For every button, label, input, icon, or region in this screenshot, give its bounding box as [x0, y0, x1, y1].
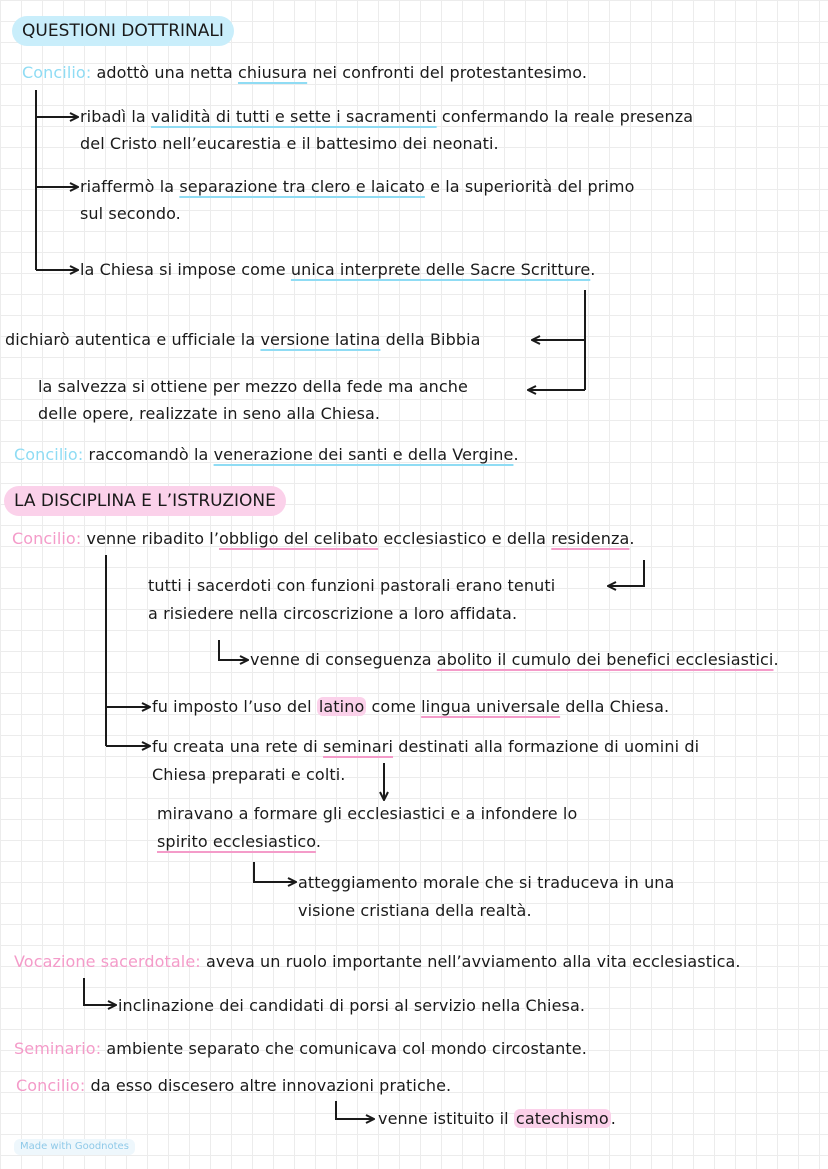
- arrow-c6: [254, 862, 296, 882]
- interprete-line: [80, 256, 595, 283]
- inclinazione-line: inclinazione dei candidati di porsi al servizio nella Chiesa.: [118, 996, 586, 1015]
- cumulo-line: [250, 646, 779, 673]
- arrow-catechismo: [336, 1101, 374, 1119]
- concilio-label: Concilio:: [14, 445, 84, 464]
- underlined-term: lingua universale: [421, 697, 561, 716]
- section-title-disciplina: LA DISCIPLINA E L’ISTRUZIONE: [4, 486, 286, 516]
- underlined-term: abolito il cumulo dei benefici ecclesiastici: [436, 650, 774, 669]
- sacerdoti-line-2: a risiedere nella circoscrizione a loro affidata.: [148, 604, 518, 623]
- seminari-line-2: Chiesa preparati e colti.: [152, 765, 346, 784]
- atteggiamento-line: atteggiamento morale che si traduceva in una: [298, 873, 675, 892]
- arrow-vocazione: [84, 978, 116, 1005]
- text: fu imposto l’uso del: [152, 697, 312, 716]
- underlined-term: residenza: [551, 529, 630, 548]
- underlined-term: venerazione dei santi e della Vergine: [213, 445, 514, 464]
- concilio-chiusura-line: [22, 59, 587, 86]
- concilio-innovazioni-line: [16, 1072, 451, 1099]
- separazione-line: [80, 173, 635, 200]
- underlined-term: validità di tutti e sette i sacramenti: [151, 107, 437, 126]
- seminari-line: [152, 733, 699, 760]
- underlined-term: versione latina: [260, 330, 381, 349]
- text: .: [773, 650, 779, 669]
- text: .: [315, 832, 322, 851]
- underlined-term: separazione tra clero e laicato: [179, 177, 425, 196]
- goodnotes-badge: Made with Goodnotes: [14, 1139, 135, 1155]
- vocazione-label: Vocazione sacerdotale:: [14, 952, 201, 971]
- text: della Bibbia: [385, 330, 481, 349]
- text: .: [590, 260, 596, 279]
- atteggiamento-line-2: visione cristiana della realtà.: [298, 901, 532, 920]
- spirito-line: [157, 828, 321, 855]
- salvezza-line-2: delle opere, realizzate in seno alla Chiesa.: [38, 404, 381, 423]
- text: aveva un ruolo importante nell’avviamento alla vita ecclesiastica.: [205, 952, 741, 971]
- sacerdoti-line: tutti i sacerdoti con funzioni pastorali erano tenuti: [148, 576, 556, 595]
- underlined-term: unica interprete delle Sacre Scritture: [290, 260, 591, 279]
- text: confermando la reale presenza: [441, 107, 694, 126]
- text: venne di conseguenza: [250, 650, 432, 669]
- salvezza-line: la salvezza si ottiene per mezzo della fede ma anche: [38, 377, 468, 396]
- catechismo-line: [378, 1105, 616, 1132]
- seminario-label: Seminario:: [14, 1039, 102, 1058]
- highlighted-term: latino: [318, 697, 365, 716]
- arrow-c2: [219, 640, 248, 660]
- miravano-line: miravano a formare gli ecclesiastici e a infondere lo: [157, 804, 578, 823]
- text: raccomandò la: [88, 445, 209, 464]
- text: ribadì la: [80, 107, 146, 126]
- text: venne istituito il: [378, 1109, 509, 1128]
- text: .: [629, 529, 635, 548]
- text: venne ribadito l’: [86, 529, 220, 548]
- concilio-celibato-line: [12, 525, 635, 552]
- separazione-line-2: sul secondo.: [80, 204, 181, 223]
- text: fu creata una rete di: [152, 737, 318, 756]
- concilio-label: Concilio:: [16, 1076, 86, 1095]
- concilio-venerazione-line: [14, 441, 519, 468]
- text: la Chiesa si impose come: [80, 260, 286, 279]
- sacramenti-line-2: del Cristo nell’eucarestia e il battesimo dei neonati.: [80, 134, 499, 153]
- text: adottò una netta: [96, 63, 233, 82]
- concilio-label: Concilio:: [22, 63, 92, 82]
- text: ecclesiastico e della: [383, 529, 547, 548]
- highlighted-term: catechismo: [515, 1109, 609, 1128]
- underlined-term: obbligo del celibato: [219, 529, 379, 548]
- text: nei confronti del protestantesimo.: [312, 63, 588, 82]
- text: .: [610, 1109, 616, 1128]
- text: destinati alla formazione di uomini di: [398, 737, 700, 756]
- text: riaffermò la: [80, 177, 175, 196]
- concilio-label: Concilio:: [12, 529, 82, 548]
- section-title-questioni-dottrinali: QUESTIONI DOTTRINALI: [12, 16, 234, 46]
- text: .: [513, 445, 519, 464]
- bibbia-line: [5, 326, 481, 353]
- text: dichiarò autentica e ufficiale la: [5, 330, 256, 349]
- arrow-c1: [608, 560, 644, 586]
- seminario-line: [14, 1035, 587, 1062]
- sacramenti-line: [80, 103, 693, 130]
- text: della Chiesa.: [565, 697, 670, 716]
- latino-line: [152, 693, 669, 720]
- text: come: [371, 697, 416, 716]
- underlined-term: chiusura: [237, 63, 308, 82]
- text: da esso discesero altre innovazioni pratiche.: [90, 1076, 452, 1095]
- vocazione-line: [14, 948, 741, 975]
- text: ambiente separato che comunicava col mondo circostante.: [106, 1039, 587, 1058]
- underlined-term: spirito ecclesiastico: [157, 832, 316, 851]
- text: e la superiorità del primo: [430, 177, 635, 196]
- underlined-term: seminari: [323, 737, 394, 756]
